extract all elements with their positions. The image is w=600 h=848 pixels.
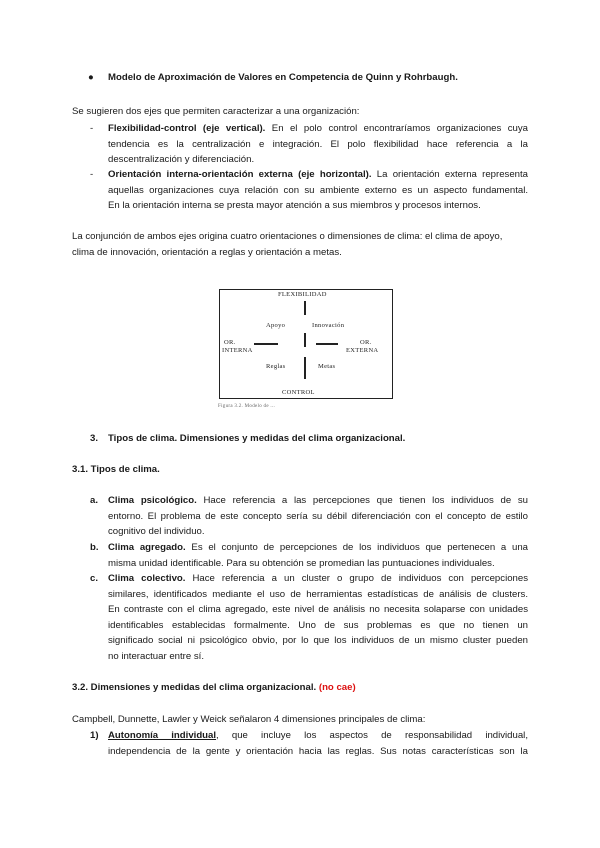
label-innovacion: Innovación: [312, 322, 345, 329]
intro-text: Se sugieren dos ejes que permiten caracterizar a una organización:: [72, 106, 360, 117]
axis1-marker: -: [90, 123, 94, 134]
label-flexibilidad: FLEXIBILIDAD: [278, 291, 327, 298]
axis-horizontal-right: [316, 343, 338, 345]
axis2-para: Orientación interna-orientación externa (eje horizontal). La orientación externa representa aquellas organizaciones cuya relación con su ambiente externo es un aspecto fundamental. En la orientación interna se presta mayor atención a sus miembros y procesos internos.: [108, 169, 528, 211]
section32-note: (no cae): [318, 682, 356, 693]
axis1-para: Flexibilidad-control (eje vertical). En el polo control encontraríamos organizaciones cuya tendencia es la centralización e integración. El polo flexibilidad hace referencia a la descentralización y diferenciación.: [108, 123, 529, 165]
figure-caption: Figura 3.2. Modelo de ...: [218, 404, 276, 409]
dim1-para: Autonomía individual, que incluye los aspectos de responsabilidad individual, independencia de la gente y orientación hacia las reglas. Sus notas características son la: [108, 730, 528, 757]
section31-title: 3.1. Tipos de clima.: [72, 464, 160, 475]
quinn-model-figure: [216, 277, 394, 409]
axis2-title: Orientación interna-orientación externa (eje horizontal).: [108, 169, 372, 180]
section32-title: 3.2. Dimensiones y medidas del clima organizacional.: [72, 682, 317, 693]
type-a-para: Clima psicológico. Hace referencia a las percepciones que tienen los individuos de su entorno. El problema de este concepto sería su débil diferenciación con el concepto de estilo cognitivo del individuo.: [108, 495, 528, 537]
type-b-marker: b.: [90, 542, 99, 553]
axis-horizontal-left: [254, 343, 278, 345]
label-metas: Metas: [318, 363, 336, 370]
type-b-title: Clima agregado.: [108, 542, 186, 553]
axis1-title: Flexibilidad-control (eje vertical).: [108, 123, 266, 134]
section3-number: 3.: [90, 433, 99, 444]
type-a-title: Clima psicológico.: [108, 495, 197, 506]
label-or-externa-1: OR.: [360, 339, 372, 346]
type-c-para: Clima colectivo. Hace referencia a un cluster o grupo de individuos con percepciones similares, identificados mediante el uso de herramientas estadísticas de análisis de clusters. En contraste con el clima agregado, este nivel de análisis no necesita solaparse con unidades identificables establecidas formalmente. Uno de sus problemas es que no tienen un significado social ni psicológico obvio, por lo que los individuos de un mismo cluster pueden no interactuar entre sí.: [108, 573, 529, 662]
type-b-para: Clima agregado. Es el conjunto de percepciones de los individuos que pertenecen a una misma unidad identificable. Para su obtención se promedian las puntuaciones individuales.: [108, 542, 528, 569]
model-heading: Modelo de Aproximación de Valores en Competencia de Quinn y Rohrbaugh.: [108, 72, 458, 83]
axis-vertical-mid: [304, 333, 306, 347]
axis-vertical-top: [304, 301, 306, 315]
label-or-externa-2: EXTERNA: [346, 347, 379, 354]
conjunction-para: La conjunción de ambos ejes origina cuatro orientaciones o dimensiones de clima: el clima de apoyo, clima de innovación, orientación a reglas y orientación a metas.: [72, 231, 503, 258]
axis2-marker: -: [90, 169, 94, 180]
bullet-marker: ●: [88, 72, 94, 83]
label-or-interna-1: OR.: [224, 339, 236, 346]
dim1-title: Autonomía individual: [108, 730, 217, 741]
section3-title: Tipos de clima. Dimensiones y medidas del clima organizacional.: [108, 433, 406, 444]
type-a-marker: a.: [90, 495, 99, 506]
type-c-title: Clima colectivo.: [108, 573, 186, 584]
label-control: CONTROL: [282, 389, 315, 396]
label-apoyo: Apoyo: [266, 322, 286, 329]
type-c-marker: c.: [90, 573, 99, 584]
axis-vertical-bottom: [304, 357, 306, 379]
campbell-text: Campbell, Dunnette, Lawler y Weick señalaron 4 dimensiones principales de clima:: [72, 714, 426, 725]
label-or-interna-2: INTERNA: [222, 347, 253, 354]
section32-heading: [72, 680, 356, 696]
label-reglas: Reglas: [266, 363, 286, 370]
dim1-marker: 1): [90, 730, 99, 741]
